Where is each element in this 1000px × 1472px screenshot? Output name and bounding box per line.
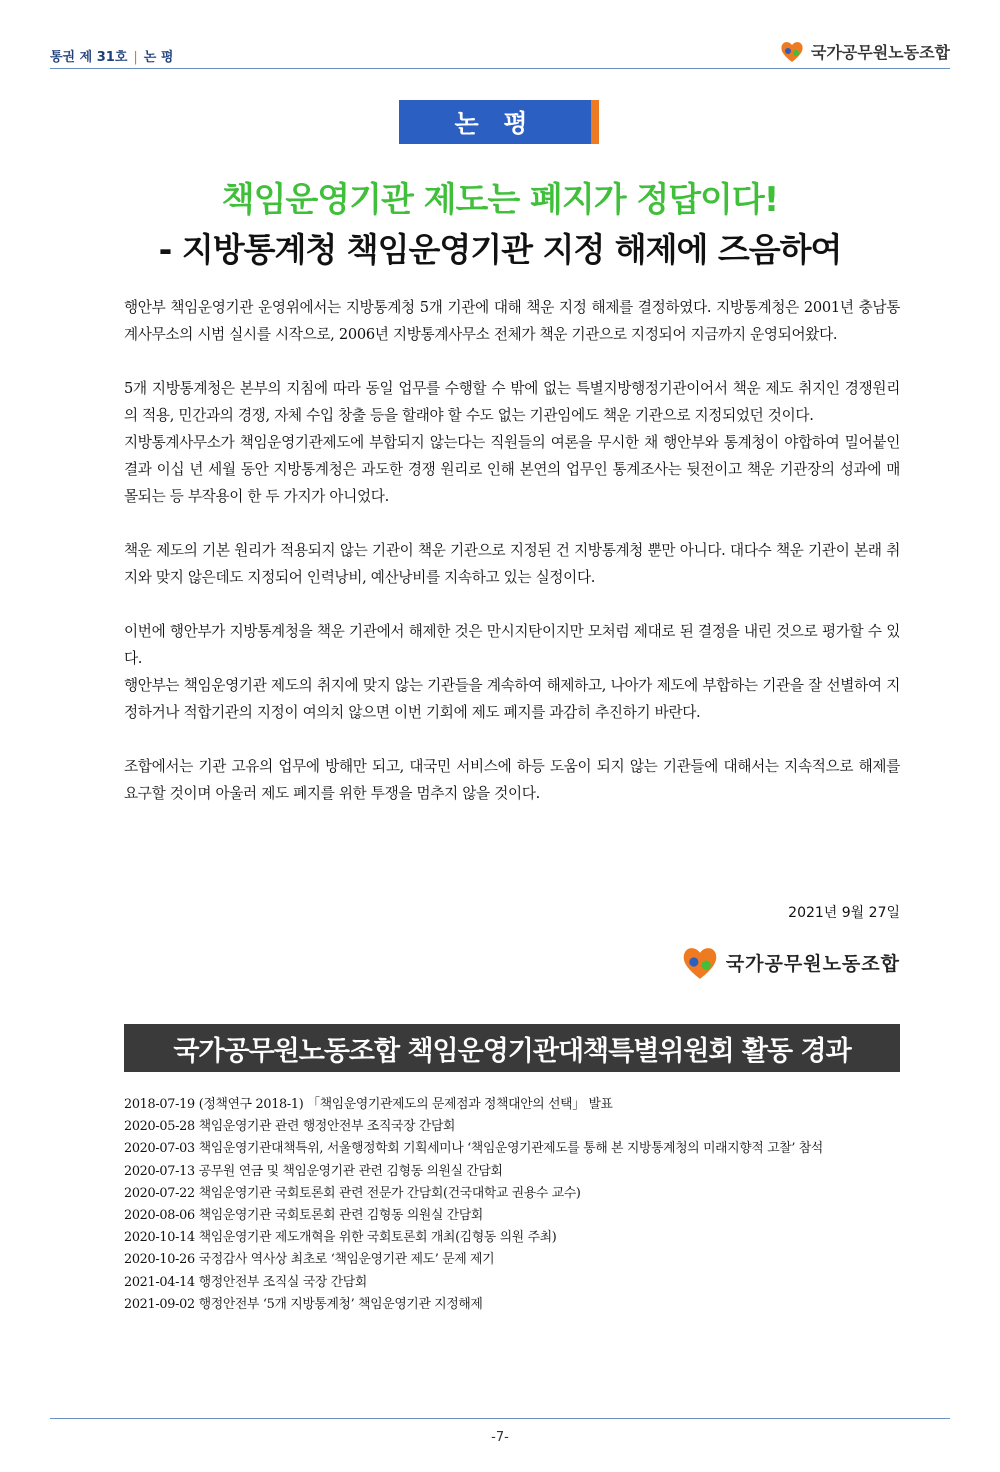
timeline-date: 2021-09-02 [124,1296,195,1312]
header-brand [779,38,950,64]
timeline-date: 2020-08-06 [124,1208,195,1224]
timeline-date: 2020-07-13 [124,1163,195,1179]
list-item [124,1227,924,1249]
union-logo-icon [779,38,805,64]
article-title: 책임운영기관 제도는 폐지가 정답이다! [221,180,779,220]
header-divider [50,68,950,69]
section-tag-label: 논 평 [454,109,536,138]
issue-number: 통권 제 31호 [50,50,128,65]
timeline-text: 책임운영기관 제도개혁을 위한 국회토론회 개최(김형동 의원 주최) [198,1230,557,1246]
page-header [50,38,950,68]
signature-org-name: 국가공무원노동조합 [725,952,900,975]
timeline-text: 행정안전부 조직실 국장 간담회 [198,1274,367,1290]
paragraph: 조합에서는 기관 고유의 업무에 방해만 되고, 대국민 서비스에 하등 도움이 되지 않는 기관들에 대해서는 지속적으로 해제를 요구할 것이며 아울러 제도 폐지를 위한 투쟁을 멈추지 않을 것이다. [124,758,900,802]
paragraph: 책운 제도의 기본 원리가 적용되지 않는 기관이 책운 기관으로 지정된 건 지방통계청 뿐만 아니다. 대다수 책운 기관이 본래 취지와 맞지 않은데도 지정되어 인력낭비, 예산낭비를 지속하고 있는 실정이다. [124,542,900,586]
list-item [124,1205,924,1227]
timeline-date: 2020-07-03 [124,1141,195,1157]
list-item [124,1138,924,1160]
list-item [124,1161,924,1183]
issue-label [50,46,173,65]
activity-banner [124,1024,900,1072]
footer-divider [50,1418,950,1419]
list-item [124,1249,924,1271]
timeline-text: 국정감사 역사상 최초로 ‘책임운영기관 제도’ 문제 제기 [198,1252,495,1268]
timeline-text: 책임운영기관 관련 행정안전부 조직국장 간담회 [198,1119,456,1135]
signature [680,942,900,982]
article-subtitle: - 지방통계청 책임운영기관 지정 해제에 즈음하여 [158,230,842,269]
paragraph: 행안부는 책임운영기관 제도의 취지에 맞지 않는 기관들을 계속하여 해제하고, 나아가 제도에 부합하는 기관을 잘 선별하여 지정하거나 적합기관의 지정이 여의치 않으면 이번 기회에 제도 폐지를 과감히 추진하기 바란다. [124,677,900,721]
paragraph: 5개 지방통계청은 본부의 지침에 따라 동일 업무를 수행할 수 밖에 없는 특별지방행정기관이어서 책운 제도 취지인 경쟁원리의 적용, 민간과의 경쟁, 자체 수입 창출 등을 할래야 할 수도 없는 기관임에도 책운 기관으로 지정되었던 것이다. [124,380,900,424]
header-section: 논 평 [143,50,174,65]
list-item [124,1294,924,1316]
article-body [124,294,900,807]
activity-timeline [124,1094,924,1316]
paragraph: 이번에 행안부가 지방통계청을 책운 기관에서 해제한 것은 만시지탄이지만 모처럼 제대로 된 결정을 내린 것으로 평가할 수 있다. [124,623,900,667]
timeline-date: 2020-05-28 [124,1119,195,1135]
banner-title: 국가공무원노동조합 책임운영기관대책특별위원회 활동 경과 [173,1035,851,1067]
timeline-text: 책임운영기관 국회토론회 관련 전문가 간담회(건국대학교 권용수 교수) [198,1185,581,1201]
section-tag [399,100,599,144]
union-logo-icon [680,942,720,982]
timeline-text: 행정안전부 ‘5개 지방통계청’ 책임운영기관 지정해제 [198,1296,483,1312]
timeline-date: 2021-04-14 [124,1274,195,1290]
list-item [124,1272,924,1294]
list-item [124,1094,924,1116]
timeline-date: 2020-10-26 [124,1252,195,1268]
header-org-name: 국가공무원노동조합 [810,42,950,62]
timeline-text: (정책연구 2018-1) 「책임운영기관제도의 문제점과 정책대안의 선택」 발표 [198,1097,613,1112]
timeline-date: 2018-07-19 [124,1097,195,1112]
article-date: 2021년 9월 27일 [788,905,900,921]
paragraph: 행안부 책임운영기관 운영위에서는 지방통계청 5개 기관에 대해 책운 지정 해제를 결정하였다. 지방통계청은 2001년 충남통계사무소의 시범 실시를 시작으로, 2006년 지방통계사무소 전체가 책운 기관으로 지정되어 지금까지 운영되어왔다. [124,299,900,343]
paragraph: 지방통계사무소가 책임운영기관제도에 부합되지 않는다는 직원들의 여론을 무시한 채 행안부와 통계청이 야합하여 밀어붙인 결과 이십 년 세월 동안 지방통계청은 과도한 경쟁 원리로 인해 본연의 업무인 통계조사는 뒷전이고 책운 기관장의 성과에 매몰되는 등 부작용이 한 두 가지가 아니었다. [124,434,900,505]
timeline-text: 책임운영기관대책특위, 서울행정학회 기획세미나 ‘책임운영기관제도를 통해 본 지방통계청의 미래지향적 고찰’ 참석 [198,1141,823,1157]
header-separator: | [133,50,138,65]
list-item [124,1116,924,1138]
page-number: -7- [491,1430,509,1445]
timeline-text: 공무원 연금 및 책임운영기관 관련 김형동 의원실 간담회 [198,1163,503,1179]
timeline-date: 2020-07-22 [124,1185,195,1201]
list-item [124,1183,924,1205]
timeline-date: 2020-10-14 [124,1230,195,1246]
timeline-text: 책임운영기관 국회토론회 관련 김형동 의원실 간담회 [198,1208,483,1224]
